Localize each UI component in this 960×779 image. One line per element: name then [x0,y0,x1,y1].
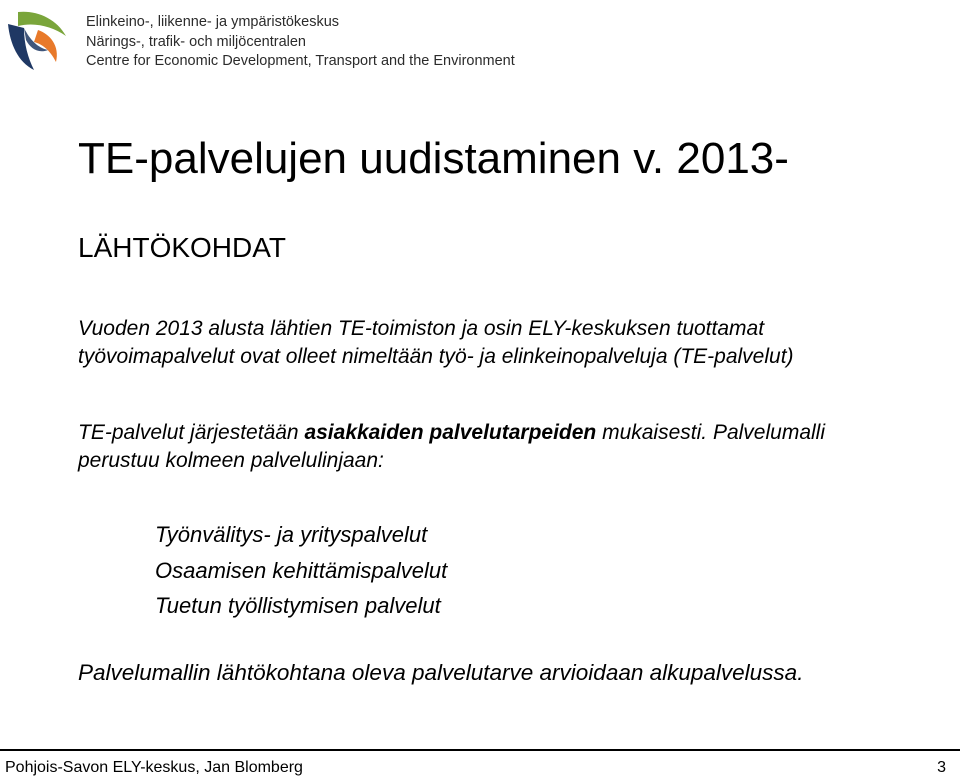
intro-line: työvoimapalvelut ovat olleet nimeltään työ- ja elinkeinopalveluja (TE-palvelut) [78,345,794,368]
service-model-paragraph [78,419,825,475]
slide-subtitle: LÄHTÖKOHDAT [78,232,286,263]
page-number: 3 [937,759,946,776]
intro-line: Vuoden 2013 alusta lähtien TE-toimiston ja osin ELY-keskuksen tuottamat [78,317,765,340]
ely-centre-logo-icon [4,4,74,74]
service-line-item: Tuetun työllistymisen palvelut [155,593,441,618]
service-model-text: TE-palvelut järjestetään [78,421,305,444]
service-lines-list [155,517,447,624]
org-name-finnish: Elinkeino-, liikenne- ja ympäristökeskus [86,14,340,30]
service-line-item: Työnvälitys- ja yrityspalvelut [155,522,428,547]
closing-paragraph: Palvelumallin lähtökohtana oleva palvelutarve arvioidaan alkupalvelussa. [78,660,804,685]
footer-author: Pohjois-Savon ELY-keskus, Jan Blomberg [5,759,303,776]
service-line-item: Osaamisen kehittämispalvelut [155,557,448,583]
org-name-swedish: Närings-, trafik- och miljöcentralen [86,33,306,50]
service-model-line: perustuu kolmeen palvelulinjaan: [78,449,384,472]
service-model-text: mukaisesti. Palvelumalli [596,421,825,444]
service-model-emphasis: asiakkaiden palvelutarpeiden [304,421,597,444]
slide-title: TE-palvelujen uudistaminen v. 2013- [78,134,789,183]
organization-name [86,13,515,72]
footer-divider [0,749,960,751]
service-model-line [78,419,825,447]
intro-paragraph [78,315,794,371]
org-name-english: Centre for Economic Development, Transport and the Environment [86,53,515,69]
